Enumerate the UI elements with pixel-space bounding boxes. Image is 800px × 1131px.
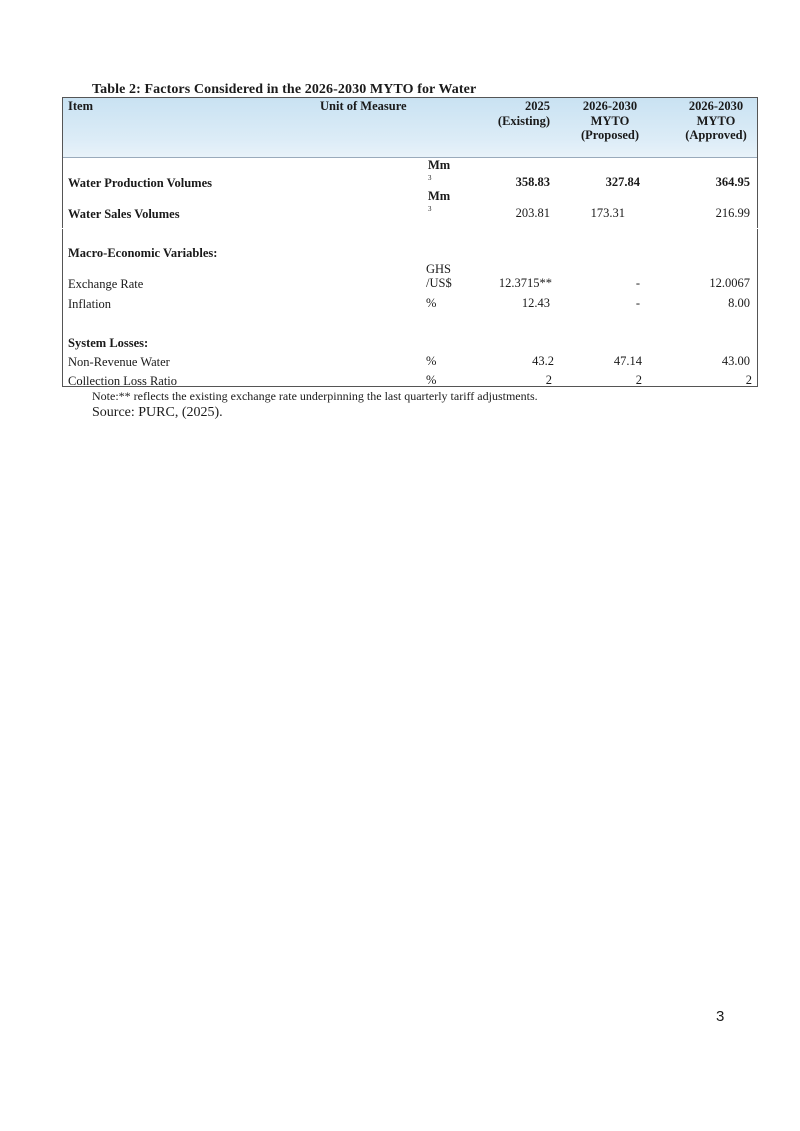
header-proposed: [568, 99, 652, 143]
section-heading-losses: System Losses:: [68, 336, 149, 350]
row-value-2025: 12.43: [521, 296, 550, 310]
row-unit-line2: /US$: [426, 276, 452, 290]
table-caption: Table 2: Factors Considered in the 2026-2030 MYTO for Water: [92, 82, 477, 97]
row-item-label: Exchange Rate: [68, 277, 144, 291]
row-unit: %: [426, 296, 437, 310]
row-unit: %: [426, 373, 437, 387]
row-value-approved: 364.95: [715, 175, 750, 189]
row-value-2025: 43.2: [532, 354, 554, 368]
row-value-proposed: 173.31: [590, 206, 625, 220]
row-value-2025: 12.3715**: [498, 276, 552, 290]
header-proposed-line1: 2026-2030: [582, 99, 638, 113]
row-value-approved: 2: [745, 373, 752, 387]
header-item: Item: [68, 99, 93, 113]
header-2025: [480, 99, 550, 128]
row-value-approved: 43.00: [721, 354, 750, 368]
header-2025-line1: 2025: [525, 99, 550, 113]
table-note: Note:** reflects the existing exchange rate underpinning the last quarterly tariff adjustments.: [92, 389, 538, 403]
row-value-approved: 12.0067: [709, 276, 750, 290]
header-approved-line1: 2026-2030: [688, 99, 744, 113]
row-value-proposed: -: [635, 296, 640, 310]
header-approved: [676, 99, 756, 143]
row-value-proposed: 327.84: [605, 175, 640, 189]
row-item-label: Water Sales Volumes: [68, 207, 180, 221]
row-unit-superscript: 3: [428, 205, 432, 213]
row-item-label: Non-Revenue Water: [68, 355, 170, 369]
header-approved-line3: (Approved): [685, 128, 747, 142]
table-frame: [62, 97, 758, 387]
row-unit-line1: GHS: [426, 262, 452, 276]
row-item-label: Inflation: [68, 297, 112, 311]
page-number: 3: [716, 1008, 725, 1025]
row-value-proposed: 2: [635, 373, 642, 387]
row-unit: Mm: [428, 189, 451, 203]
row-unit: Mm: [428, 158, 451, 172]
row-unit: %: [426, 354, 437, 368]
header-approved-line2: MYTO: [696, 113, 736, 128]
row-unit-superscript: 3: [428, 174, 432, 182]
header-unit: Unit of Measure: [320, 99, 407, 113]
section-heading-macro: Macro-Economic Variables:: [68, 246, 218, 260]
header-proposed-line3: (Proposed): [580, 128, 640, 142]
row-value-2025: 2: [545, 373, 552, 387]
row-item-label: Collection Loss Ratio: [68, 374, 178, 388]
row-value-2025: 203.81: [515, 206, 550, 220]
header-proposed-line2: MYTO: [590, 113, 630, 128]
row-value-proposed: 47.14: [613, 354, 642, 368]
row-item-label: Water Production Volumes: [68, 176, 212, 190]
row-value-proposed: -: [635, 276, 640, 290]
table-source: Source: PURC, (2025).: [92, 405, 223, 420]
header-2025-line2: (Existing): [497, 113, 550, 128]
row-value-2025: 358.83: [515, 175, 550, 189]
row-value-approved: 216.99: [715, 206, 750, 220]
row-value-approved: 8.00: [728, 296, 750, 310]
table-divider: [62, 228, 758, 229]
